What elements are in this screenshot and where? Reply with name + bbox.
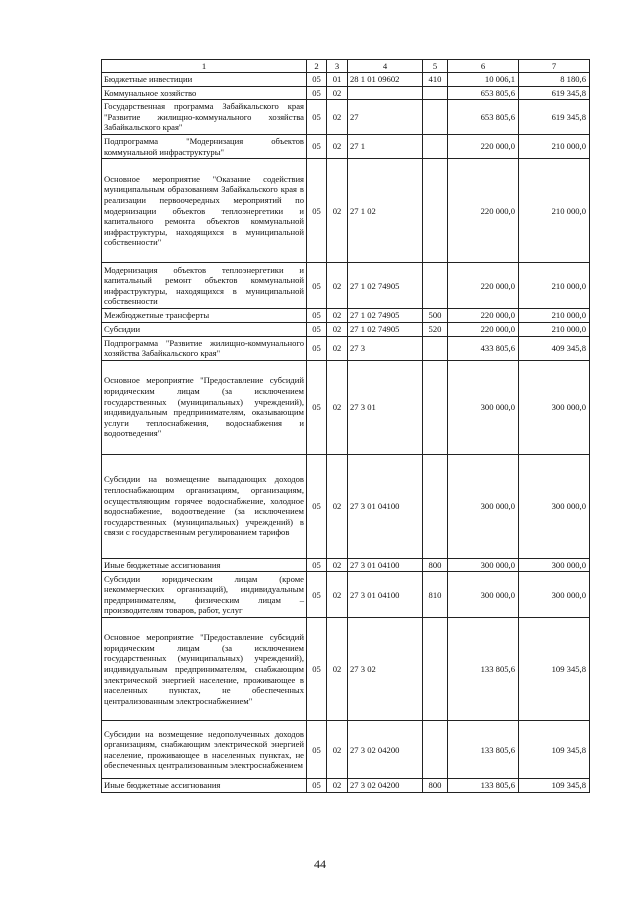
header-cell: 1: [102, 60, 307, 73]
subsection-code: 01: [327, 73, 348, 87]
table-row: [102, 360, 590, 454]
expense-type-code: [423, 454, 448, 558]
amount-col-6: 220 000,0: [448, 309, 519, 323]
section-code: 05: [307, 360, 327, 454]
amount-col-6: 653 805,6: [448, 100, 519, 135]
amount-col-6: 220 000,0: [448, 159, 519, 263]
header-cell: 5: [423, 60, 448, 73]
section-code: 05: [307, 721, 327, 779]
table-row: [102, 336, 590, 360]
amount-col-7: 619 345,8: [519, 86, 590, 100]
table-row: [102, 572, 590, 618]
table-row: [102, 159, 590, 263]
row-description: Коммунальное хозяйство: [102, 86, 307, 100]
row-description: Основное мероприятие "Предоставление субсидий юридическим лицам (за исключением государственных (муниципальных) учреждений), индивидуальным предпринимателям, оказывающим услуги теплоснабжения, водоснабжения и водоотведения": [102, 360, 307, 454]
table-row: [102, 73, 590, 87]
subsection-code: 02: [327, 454, 348, 558]
target-article-code: 27 1 02 74905: [348, 322, 423, 336]
subsection-code: 02: [327, 572, 348, 618]
expense-type-code: 800: [423, 779, 448, 793]
expense-type-code: 520: [423, 322, 448, 336]
subsection-code: 02: [327, 309, 348, 323]
amount-col-7: 109 345,8: [519, 618, 590, 721]
amount-col-7: 8 180,6: [519, 73, 590, 87]
expense-type-code: 410: [423, 73, 448, 87]
expense-type-code: [423, 360, 448, 454]
expense-type-code: [423, 336, 448, 360]
subsection-code: 02: [327, 779, 348, 793]
amount-col-7: 109 345,8: [519, 721, 590, 779]
header-cell: 3: [327, 60, 348, 73]
table-row: [102, 263, 590, 309]
subsection-code: 02: [327, 360, 348, 454]
amount-col-6: 653 805,6: [448, 86, 519, 100]
budget-table: [101, 59, 590, 793]
row-description: Субсидии на возмещение недополученных доходов организациям, снабжающим электрической энергией население, проживающее в населенных пунктах, не обеспеченных централизованным электроснабжением: [102, 721, 307, 779]
header-cell: 7: [519, 60, 590, 73]
amount-col-7: 210 000,0: [519, 159, 590, 263]
table-header-row: [102, 60, 590, 73]
section-code: 05: [307, 263, 327, 309]
section-code: 05: [307, 86, 327, 100]
amount-col-6: 133 805,6: [448, 618, 519, 721]
amount-col-6: 220 000,0: [448, 263, 519, 309]
expense-type-code: [423, 100, 448, 135]
section-code: 05: [307, 558, 327, 572]
row-description: Основное мероприятие "Оказание содействия муниципальным образованиям Забайкальского края в реализации первоочередных мероприятий по модернизации объектов теплоэнергетики и капитального ремонта объектов коммунальной инфраструктуры, находящихся в муниципальной собственности": [102, 159, 307, 263]
section-code: 05: [307, 618, 327, 721]
target-article-code: [348, 86, 423, 100]
section-code: 05: [307, 135, 327, 159]
section-code: 05: [307, 159, 327, 263]
section-code: 05: [307, 336, 327, 360]
amount-col-6: 220 000,0: [448, 135, 519, 159]
target-article-code: 27 3 01 04100: [348, 572, 423, 618]
amount-col-6: 220 000,0: [448, 322, 519, 336]
expense-type-code: 800: [423, 558, 448, 572]
subsection-code: 02: [327, 336, 348, 360]
table-row: [102, 721, 590, 779]
amount-col-6: 133 805,6: [448, 779, 519, 793]
table-body: [102, 60, 590, 793]
target-article-code: 27 1: [348, 135, 423, 159]
amount-col-7: 300 000,0: [519, 558, 590, 572]
target-article-code: 27 3 02 04200: [348, 721, 423, 779]
row-description: Субсидии на возмещение выпадающих доходов теплоснабжающим организациям, организациям, осуществляющим горячее водоснабжение, холодное водоснабжение, водоотведение (за исключением государственных (муниципальных) учреждений) в связи с государственным регулированием тарифов: [102, 454, 307, 558]
amount-col-7: 300 000,0: [519, 360, 590, 454]
amount-col-6: 10 006,1: [448, 73, 519, 87]
row-description: Межбюджетные трансферты: [102, 309, 307, 323]
header-cell: 2: [307, 60, 327, 73]
table-row: [102, 558, 590, 572]
expense-type-code: [423, 135, 448, 159]
target-article-code: 27 1 02 74905: [348, 309, 423, 323]
expense-type-code: [423, 86, 448, 100]
amount-col-7: 409 345,8: [519, 336, 590, 360]
target-article-code: 27 1 02: [348, 159, 423, 263]
row-description: Модернизация объектов теплоэнергетики и капитальный ремонт объектов коммунальной инфраструктуры, находящихся в муниципальной собственности: [102, 263, 307, 309]
table-row: [102, 86, 590, 100]
amount-col-6: 300 000,0: [448, 558, 519, 572]
target-article-code: 27 3: [348, 336, 423, 360]
amount-col-6: 300 000,0: [448, 454, 519, 558]
target-article-code: 27 3 01 04100: [348, 454, 423, 558]
section-code: 05: [307, 309, 327, 323]
subsection-code: 02: [327, 100, 348, 135]
amount-col-7: 210 000,0: [519, 263, 590, 309]
row-description: Субсидии юридическим лицам (кроме некоммерческих организаций), индивидуальным предпринимателям, физическим лицам – производителям товаров, работ, услуг: [102, 572, 307, 618]
amount-col-6: 433 805,6: [448, 336, 519, 360]
row-description: Иные бюджетные ассигнования: [102, 558, 307, 572]
header-cell: 6: [448, 60, 519, 73]
header-cell: 4: [348, 60, 423, 73]
subsection-code: 02: [327, 322, 348, 336]
amount-col-7: 109 345,8: [519, 779, 590, 793]
table-row: [102, 322, 590, 336]
section-code: 05: [307, 100, 327, 135]
subsection-code: 02: [327, 263, 348, 309]
target-article-code: 27 1 02 74905: [348, 263, 423, 309]
target-article-code: 27 3 02: [348, 618, 423, 721]
table-row: [102, 618, 590, 721]
section-code: 05: [307, 322, 327, 336]
expense-type-code: [423, 618, 448, 721]
table-row: [102, 135, 590, 159]
expense-type-code: 500: [423, 309, 448, 323]
row-description: Подпрограмма "Развитие жилищно-коммунального хозяйства Забайкальского края": [102, 336, 307, 360]
amount-col-7: 619 345,8: [519, 100, 590, 135]
amount-col-7: 300 000,0: [519, 454, 590, 558]
target-article-code: 27: [348, 100, 423, 135]
target-article-code: 27 3 02 04200: [348, 779, 423, 793]
row-description: Государственная программа Забайкальского края "Развитие жилищно-коммунального хозяйства Забайкальского края": [102, 100, 307, 135]
section-code: 05: [307, 779, 327, 793]
table-row: [102, 309, 590, 323]
table-row: [102, 100, 590, 135]
section-code: 05: [307, 454, 327, 558]
amount-col-7: 210 000,0: [519, 309, 590, 323]
subsection-code: 02: [327, 558, 348, 572]
row-description: Основное мероприятие "Предоставление субсидий юридическим лицам (за исключением государственных (муниципальных) учреждений), индивидуальным предпринимателям, снабжающим электрической энергией население, проживающее в населенных пунктах, не обеспеченных централизованным электроснабжением": [102, 618, 307, 721]
table-row: [102, 779, 590, 793]
amount-col-6: 300 000,0: [448, 572, 519, 618]
subsection-code: 02: [327, 86, 348, 100]
subsection-code: 02: [327, 159, 348, 263]
expense-type-code: 810: [423, 572, 448, 618]
amount-col-7: 300 000,0: [519, 572, 590, 618]
subsection-code: 02: [327, 618, 348, 721]
subsection-code: 02: [327, 721, 348, 779]
amount-col-7: 210 000,0: [519, 322, 590, 336]
page-number: 44: [314, 857, 326, 871]
amount-col-6: 300 000,0: [448, 360, 519, 454]
section-code: 05: [307, 73, 327, 87]
section-code: 05: [307, 572, 327, 618]
target-article-code: 27 3 01: [348, 360, 423, 454]
target-article-code: 27 3 01 04100: [348, 558, 423, 572]
expense-type-code: [423, 263, 448, 309]
row-description: Бюджетные инвестиции: [102, 73, 307, 87]
row-description: Субсидии: [102, 322, 307, 336]
row-description: Подпрограмма "Модернизация объектов коммунальной инфраструктуры": [102, 135, 307, 159]
amount-col-7: 210 000,0: [519, 135, 590, 159]
table-row: [102, 454, 590, 558]
row-description: Иные бюджетные ассигнования: [102, 779, 307, 793]
subsection-code: 02: [327, 135, 348, 159]
amount-col-6: 133 805,6: [448, 721, 519, 779]
expense-type-code: [423, 159, 448, 263]
expense-type-code: [423, 721, 448, 779]
target-article-code: 28 1 01 09602: [348, 73, 423, 87]
